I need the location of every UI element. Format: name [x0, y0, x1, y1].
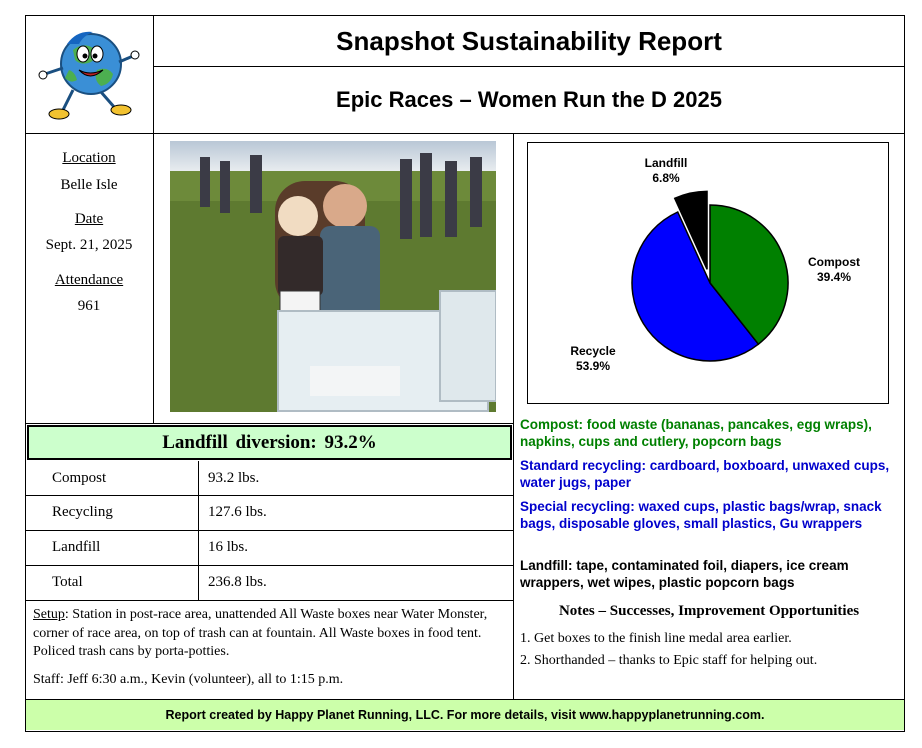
table-divider — [198, 461, 199, 600]
pie-chart-svg — [528, 143, 888, 403]
landfill-category: Landfill: tape, contaminated foil, diapers, ice cream wrappers, wet wipes, plastic popcorn bags — [520, 558, 849, 590]
attendance-value: 961 — [77, 298, 101, 314]
date-value: Sept. 21, 2025 — [45, 237, 133, 253]
landfill-diversion-banner: Landfill diversion: 93.2% — [27, 425, 512, 460]
location-label: Location — [62, 150, 116, 166]
attendance-label: Attendance — [54, 272, 124, 288]
waste-category-cell: Landfill — [52, 539, 101, 555]
waste-category-cell: Compost — [52, 470, 107, 486]
notes-title: Notes – Successes, Improvement Opportunities — [558, 603, 860, 619]
note-item: 2. Shorthanded – thanks to Epic staff for helping out. — [520, 653, 818, 668]
compost-category: Compost: food waste (bananas, pancakes, egg wraps), napkins, cups and cutlery, popcorn bags — [520, 417, 872, 449]
table-row — [26, 565, 513, 600]
waste-category-cell: Recycling — [52, 504, 113, 520]
waste-category-cell: Total — [52, 574, 83, 590]
waste-amount-cell: 236.8 lbs. — [208, 574, 267, 590]
waste-amount-cell: 127.6 lbs. — [208, 504, 267, 520]
logo — [33, 22, 145, 126]
divider — [153, 66, 904, 67]
date-label: Date — [74, 211, 104, 227]
setup-label: Setup — [33, 607, 65, 622]
special-recycling-category: Special recycling: waxed cups, plastic bags/wrap, snack bags, disposable gloves, small plastics, Gu wrappers — [520, 499, 882, 531]
table-row — [26, 495, 513, 530]
earth-runner-mascot-icon — [33, 22, 145, 126]
divider — [153, 133, 154, 423]
table-divider — [26, 565, 513, 566]
event-photo — [170, 141, 496, 412]
pie-label-landfill: Landfill — [644, 156, 688, 170]
setup-notes — [33, 606, 507, 662]
pie-value-landfill: 6.8% — [652, 171, 680, 185]
divider — [26, 133, 904, 134]
note-item: 1. Get boxes to the finish line medal area earlier. — [520, 631, 792, 646]
table-row — [26, 530, 513, 565]
table-divider — [26, 530, 513, 531]
standard-recycling-category: Standard recycling: cardboard, boxboard, unwaxed cups, water jugs, paper — [520, 458, 890, 490]
divider — [26, 423, 513, 424]
setup-text: : Station in post-race area, unattended All Waste boxes near Water Monster, corner of race area, on top of trash can at fountain. All Waste boxes in food tent. Policed trash cans by porta-potties. — [33, 607, 488, 659]
event-photo-placeholder — [170, 141, 496, 412]
table-divider — [26, 495, 513, 496]
pie-label-recycle: Recycle — [570, 344, 616, 358]
table-divider — [26, 600, 513, 601]
waste-amount-cell: 93.2 lbs. — [208, 470, 260, 486]
report-title: Snapshot Sustainability Report — [336, 25, 722, 56]
waste-pie-chart — [527, 142, 889, 404]
report-footer: Report created by Happy Planet Running, LLC. For more details, visit www.happyplanetrunning.com. — [26, 700, 904, 730]
waste-amount-cell: 16 lbs. — [208, 539, 249, 555]
pie-value-compost: 39.4% — [816, 270, 852, 284]
pie-label-compost: Compost — [808, 255, 860, 269]
table-row — [26, 461, 513, 496]
pie-value-recycle: 53.9% — [575, 359, 611, 373]
event-title: Epic Races – Women Run the D 2025 — [336, 87, 722, 112]
staff-notes: Staff: Jeff 6:30 a.m., Kevin (volunteer), all to 1:15 p.m. — [33, 672, 344, 687]
location-value: Belle Isle — [60, 177, 118, 193]
